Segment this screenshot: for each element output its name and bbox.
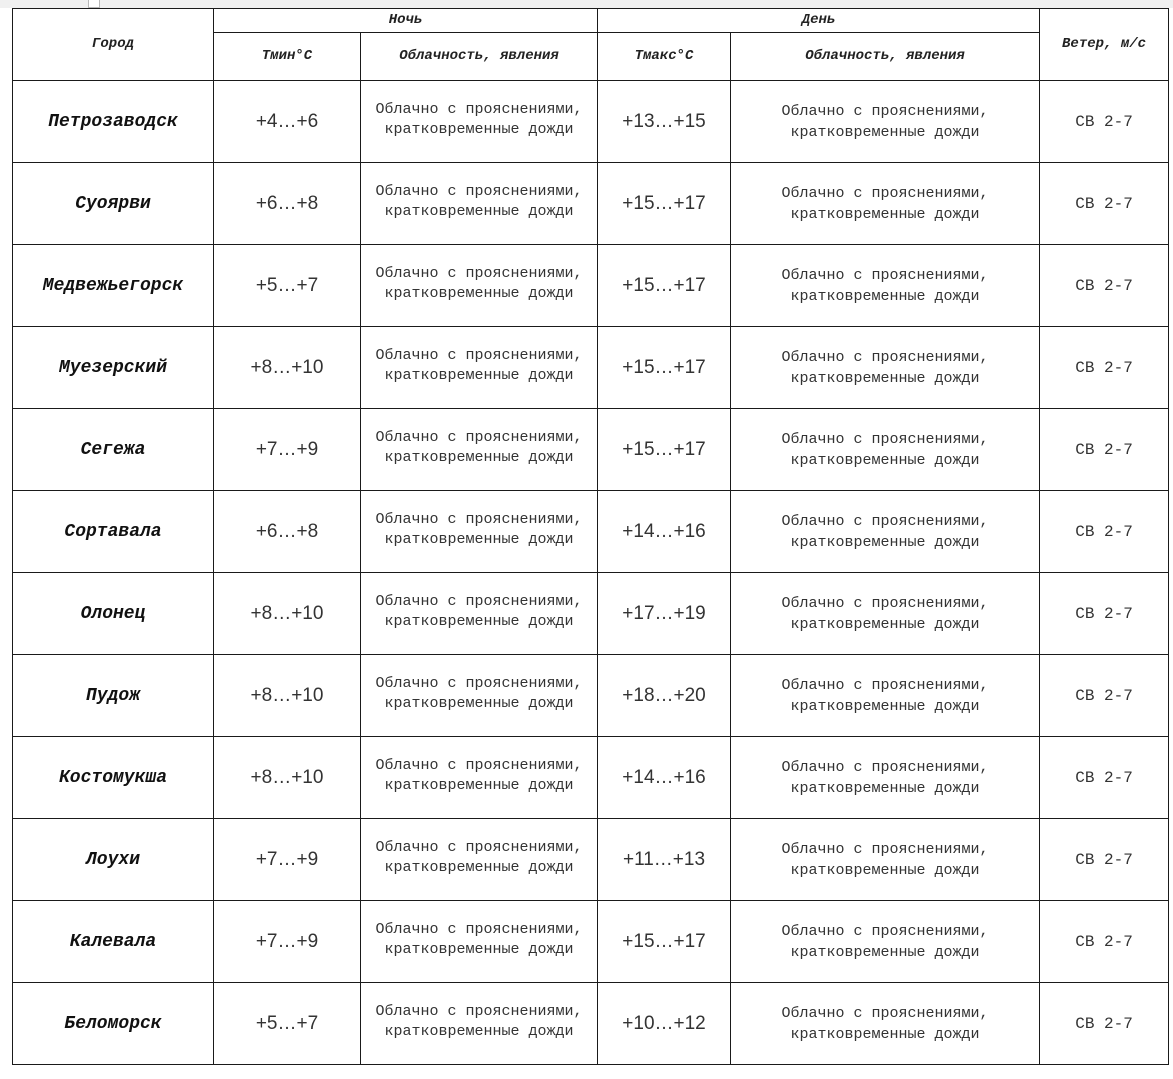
night-cloud-cell	[361, 983, 598, 1065]
city-cell: Пудож	[13, 655, 214, 737]
wind-cell: СВ 2-7	[1040, 573, 1169, 655]
tmin-cell: +6…+8	[214, 163, 361, 245]
wind-cell: СВ 2-7	[1040, 819, 1169, 901]
city-cell: Петрозаводск	[13, 81, 214, 163]
night-cloud-cell	[361, 573, 598, 655]
table-row	[13, 901, 1169, 983]
night-cloud-text: Облачно с прояснениями, кратковременные дожди	[375, 838, 583, 876]
day-cloud-cell: Облачно с прояснениями, кратковременные дожди	[731, 983, 1040, 1065]
table-row	[13, 737, 1169, 819]
tmin-cell: +7…+9	[214, 901, 361, 983]
header-city: Город	[13, 9, 214, 81]
tmin-cell: +8…+10	[214, 327, 361, 409]
header-wind: Ветер, м/с	[1040, 9, 1169, 81]
night-cloud-text: Облачно с прояснениями, кратковременные дожди	[375, 1002, 583, 1040]
night-cloud-cell	[361, 819, 598, 901]
table-row	[13, 163, 1169, 245]
day-cloud-cell: Облачно с прояснениями, кратковременные дожди	[731, 327, 1040, 409]
table-row	[13, 409, 1169, 491]
night-cloud-cell	[361, 163, 598, 245]
night-cloud-text: Облачно с прояснениями, кратковременные дожди	[375, 756, 583, 794]
tmin-cell: +5…+7	[214, 983, 361, 1065]
night-cloud-cell	[361, 245, 598, 327]
tmax-cell: +14…+16	[598, 491, 731, 573]
header-night: Ночь	[214, 9, 598, 33]
table-row	[13, 327, 1169, 409]
tmax-cell: +18…+20	[598, 655, 731, 737]
night-cloud-text: Облачно с прояснениями, кратковременные дожди	[375, 264, 583, 302]
tmin-cell: +7…+9	[214, 819, 361, 901]
wind-cell: СВ 2-7	[1040, 409, 1169, 491]
table-row	[13, 655, 1169, 737]
tmax-cell: +15…+17	[598, 163, 731, 245]
header-tmax: Тмакс°С	[598, 33, 731, 81]
wind-cell: СВ 2-7	[1040, 737, 1169, 819]
day-cloud-cell: Облачно с прояснениями, кратковременные дожди	[731, 737, 1040, 819]
tmax-cell: +15…+17	[598, 901, 731, 983]
table-row	[13, 983, 1169, 1065]
city-cell: Медвежьегорск	[13, 245, 214, 327]
tmax-cell: +15…+17	[598, 327, 731, 409]
tmin-cell: +8…+10	[214, 573, 361, 655]
city-cell: Беломорск	[13, 983, 214, 1065]
tmax-cell: +17…+19	[598, 573, 731, 655]
day-cloud-cell: Облачно с прояснениями, кратковременные дожди	[731, 491, 1040, 573]
city-cell: Сегежа	[13, 409, 214, 491]
wind-cell: СВ 2-7	[1040, 245, 1169, 327]
wind-cell: СВ 2-7	[1040, 163, 1169, 245]
city-cell: Сортавала	[13, 491, 214, 573]
table-row	[13, 245, 1169, 327]
night-cloud-text: Облачно с прояснениями, кратковременные дожди	[375, 592, 583, 630]
city-cell: Олонец	[13, 573, 214, 655]
city-cell: Муезерский	[13, 327, 214, 409]
night-cloud-text: Облачно с прояснениями, кратковременные дожди	[375, 346, 583, 384]
wind-cell: СВ 2-7	[1040, 491, 1169, 573]
tmin-cell: +6…+8	[214, 491, 361, 573]
night-cloud-cell	[361, 491, 598, 573]
table-row	[13, 573, 1169, 655]
night-cloud-cell	[361, 655, 598, 737]
day-cloud-cell: Облачно с прояснениями, кратковременные дожди	[731, 163, 1040, 245]
document-top-strip	[0, 0, 1173, 8]
day-cloud-cell: Облачно с прояснениями, кратковременные дожди	[731, 81, 1040, 163]
tmin-cell: +4…+6	[214, 81, 361, 163]
night-cloud-text: Облачно с прояснениями, кратковременные дожди	[375, 428, 583, 466]
night-cloud-text: Облачно с прояснениями, кратковременные дожди	[375, 510, 583, 548]
tmax-cell: +15…+17	[598, 409, 731, 491]
day-cloud-cell: Облачно с прояснениями, кратковременные дожди	[731, 573, 1040, 655]
city-cell: Калевала	[13, 901, 214, 983]
city-cell: Костомукша	[13, 737, 214, 819]
tmin-cell: +5…+7	[214, 245, 361, 327]
table-row	[13, 819, 1169, 901]
night-cloud-cell	[361, 327, 598, 409]
table-header	[13, 9, 1169, 81]
day-cloud-cell: Облачно с прояснениями, кратковременные дожди	[731, 245, 1040, 327]
header-tmin: Тмин°С	[214, 33, 361, 81]
header-cloud-day: Облачность, явления	[731, 33, 1040, 81]
table-row	[13, 491, 1169, 573]
night-cloud-text: Облачно с прояснениями, кратковременные дожди	[375, 920, 583, 958]
header-cloud-night: Облачность, явления	[361, 33, 598, 81]
tmax-cell: +14…+16	[598, 737, 731, 819]
day-cloud-cell: Облачно с прояснениями, кратковременные дожди	[731, 819, 1040, 901]
wind-cell: СВ 2-7	[1040, 81, 1169, 163]
table-row	[13, 81, 1169, 163]
night-cloud-cell	[361, 901, 598, 983]
tmax-cell: +13…+15	[598, 81, 731, 163]
night-cloud-cell	[361, 737, 598, 819]
night-cloud-cell	[361, 81, 598, 163]
wind-cell: СВ 2-7	[1040, 983, 1169, 1065]
wind-cell: СВ 2-7	[1040, 655, 1169, 737]
tmax-cell: +10…+12	[598, 983, 731, 1065]
table-body	[13, 81, 1169, 1065]
day-cloud-cell: Облачно с прояснениями, кратковременные дожди	[731, 901, 1040, 983]
tmin-cell: +7…+9	[214, 409, 361, 491]
weather-forecast-table	[12, 8, 1169, 1065]
wind-cell: СВ 2-7	[1040, 901, 1169, 983]
night-cloud-text: Облачно с прояснениями, кратковременные дожди	[375, 674, 583, 712]
tmax-cell: +15…+17	[598, 245, 731, 327]
wind-cell: СВ 2-7	[1040, 327, 1169, 409]
night-cloud-text: Облачно с прояснениями, кратковременные дожди	[375, 182, 583, 220]
tmin-cell: +8…+10	[214, 655, 361, 737]
night-cloud-text: Облачно с прояснениями, кратковременные дожди	[375, 100, 583, 138]
tmin-cell: +8…+10	[214, 737, 361, 819]
day-cloud-cell: Облачно с прояснениями, кратковременные дожди	[731, 409, 1040, 491]
header-day: День	[598, 9, 1040, 33]
tmax-cell: +11…+13	[598, 819, 731, 901]
city-cell: Лоухи	[13, 819, 214, 901]
city-cell: Суоярви	[13, 163, 214, 245]
day-cloud-cell: Облачно с прояснениями, кратковременные дожди	[731, 655, 1040, 737]
table-anchor-handle[interactable]	[88, 0, 100, 8]
night-cloud-cell	[361, 409, 598, 491]
